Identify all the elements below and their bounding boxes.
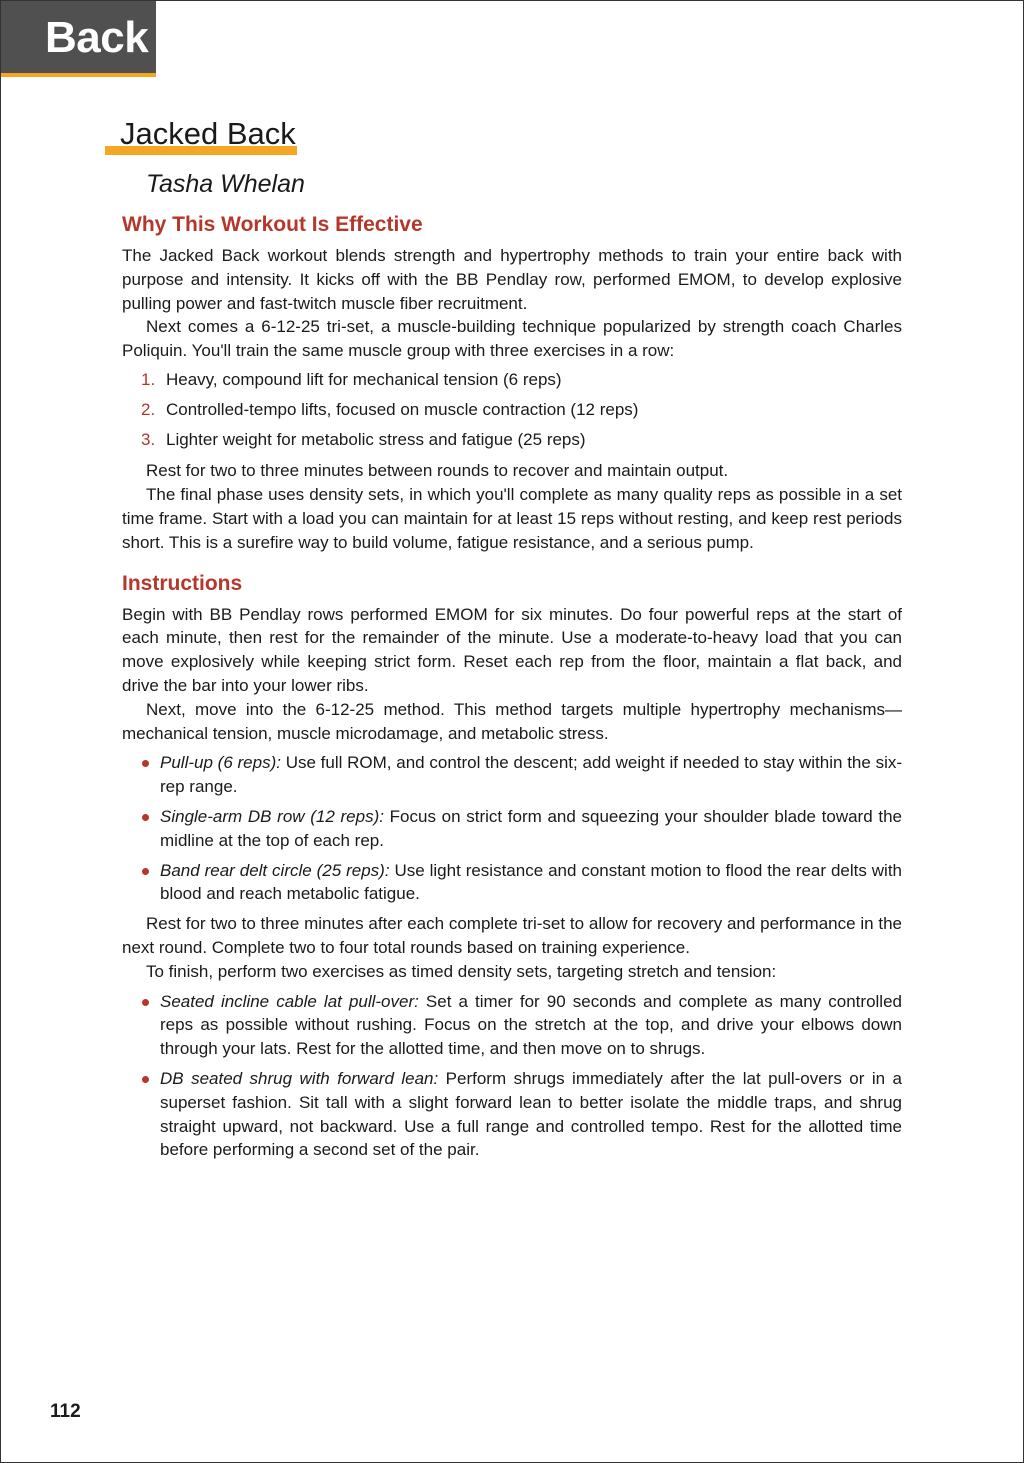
exercise-text: Set a timer for 90 seconds and complete as many controlled reps as possible without rushing. Focus on the stretch at the top, and drive your elbows down through your lats. Rest for the allotted time, and then move on to shrugs. — [160, 991, 902, 1059]
list-item — [122, 428, 902, 452]
main-content — [122, 210, 902, 1168]
list-item-text: Heavy, compound lift for mechanical tension (6 reps) — [166, 369, 562, 389]
paragraph: Begin with BB Pendlay rows performed EMOM for six minutes. Do four powerful reps at the start of each minute, then rest for the remainder of the minute. Use a moderate-to-heavy load that you can move explosively while keeping strict form. Reset each rep from the floor, maintain a flat back, and drive the bar into your lower ribs. — [122, 604, 902, 695]
paragraph: Rest for two to three minutes between rounds to recover and maintain output. — [146, 461, 729, 481]
bullet-list-triset — [122, 751, 902, 906]
bullet-dot-icon — [142, 999, 149, 1006]
title-block — [105, 116, 297, 156]
paragraph: The Jacked Back workout blends strength and hypertrophy methods to train your entire back with purpose and intensity. It kicks off with the BB Pendlay row, performed EMOM, to develop explosive pulling power and fast-twitch muscle fiber recruitment. — [122, 246, 902, 313]
numbered-list — [122, 368, 902, 451]
bullet-dot-icon — [142, 760, 149, 767]
page-number: 112 — [50, 1401, 81, 1422]
list-item — [122, 990, 902, 1061]
section-heading-effective: Why This Workout Is Effective — [122, 213, 423, 236]
paragraph: The final phase uses density sets, in which you'll complete as many quality reps as possible in a set time frame. Start with a load you can maintain for at least 15 reps without resting, and keep rest periods short. This is a surefire way to build volume, fatigue resistance, and a serious pump. — [122, 485, 902, 552]
exercise-label: Pull-up (6 reps): — [160, 753, 281, 773]
paragraph: Next comes a 6-12-25 tri-set, a muscle-building technique popularized by strength coach Charles Poliquin. You'll train the same muscle group with three exercises in a row: — [122, 317, 902, 361]
exercise-label: DB seated shrug with forward lean: — [160, 1068, 439, 1088]
exercise-label: Band rear delt circle (25 reps): — [160, 860, 390, 880]
exercise-text: Perform shrugs immediately after the lat pull-overs or in a superset fashion. Sit tall with a slight forward lean to better isolate the middle traps, and shrug straight upward, not backward. Use a full range and controlled tempo. Rest for the allotted time before performing a second set of the pair. — [160, 1068, 902, 1160]
exercise-text: Use full ROM, and control the descent; add weight if needed to stay within the six-rep range. — [160, 753, 903, 797]
list-number: 2. — [141, 399, 156, 419]
paragraph: Rest for two to three minutes after each complete tri-set to allow for recovery and performance in the next round. Complete two to four total rounds based on training experience. — [122, 914, 902, 957]
chapter-tab-label: Back — [45, 13, 149, 62]
section-heading-instructions: Instructions — [122, 571, 243, 595]
bullet-dot-icon — [142, 1076, 149, 1083]
list-item — [122, 859, 902, 907]
exercise-label: Single-arm DB row (12 reps): — [160, 806, 384, 826]
list-item — [122, 751, 902, 799]
chapter-tab — [1, 1, 156, 77]
list-item — [122, 398, 902, 422]
paragraph: To finish, perform two exercises as timed density sets, targeting stretch and tension: — [146, 961, 777, 981]
list-item — [122, 1067, 902, 1162]
exercise-text: Focus on strict form and squeezing your shoulder blade toward the midline at the top of each rep. — [160, 806, 902, 850]
paragraph: Next, move into the 6-12-25 method. This method targets multiple hypertrophy mechanisms—mechanical tension, muscle microdamage, and metabolic stress. — [122, 699, 902, 743]
bullet-list-density — [122, 990, 902, 1163]
workout-title: Jacked Back — [120, 116, 296, 151]
list-item — [122, 368, 902, 392]
bullet-dot-icon — [142, 814, 149, 821]
exercise-label: Seated incline cable lat pull-over: — [160, 991, 419, 1011]
list-item — [122, 805, 902, 853]
list-number: 3. — [141, 429, 156, 449]
exercise-text: Use light resistance and constant motion to flood the rear delts with blood and reach metabolic fatigue. — [160, 860, 902, 904]
list-number: 1. — [141, 369, 156, 389]
list-item-text: Lighter weight for metabolic stress and fatigue (25 reps) — [166, 429, 586, 449]
bullet-dot-icon — [142, 868, 149, 875]
author-name: Tasha Whelan — [146, 170, 305, 198]
list-item-text: Controlled-tempo lifts, focused on muscle contraction (12 reps) — [166, 399, 639, 419]
